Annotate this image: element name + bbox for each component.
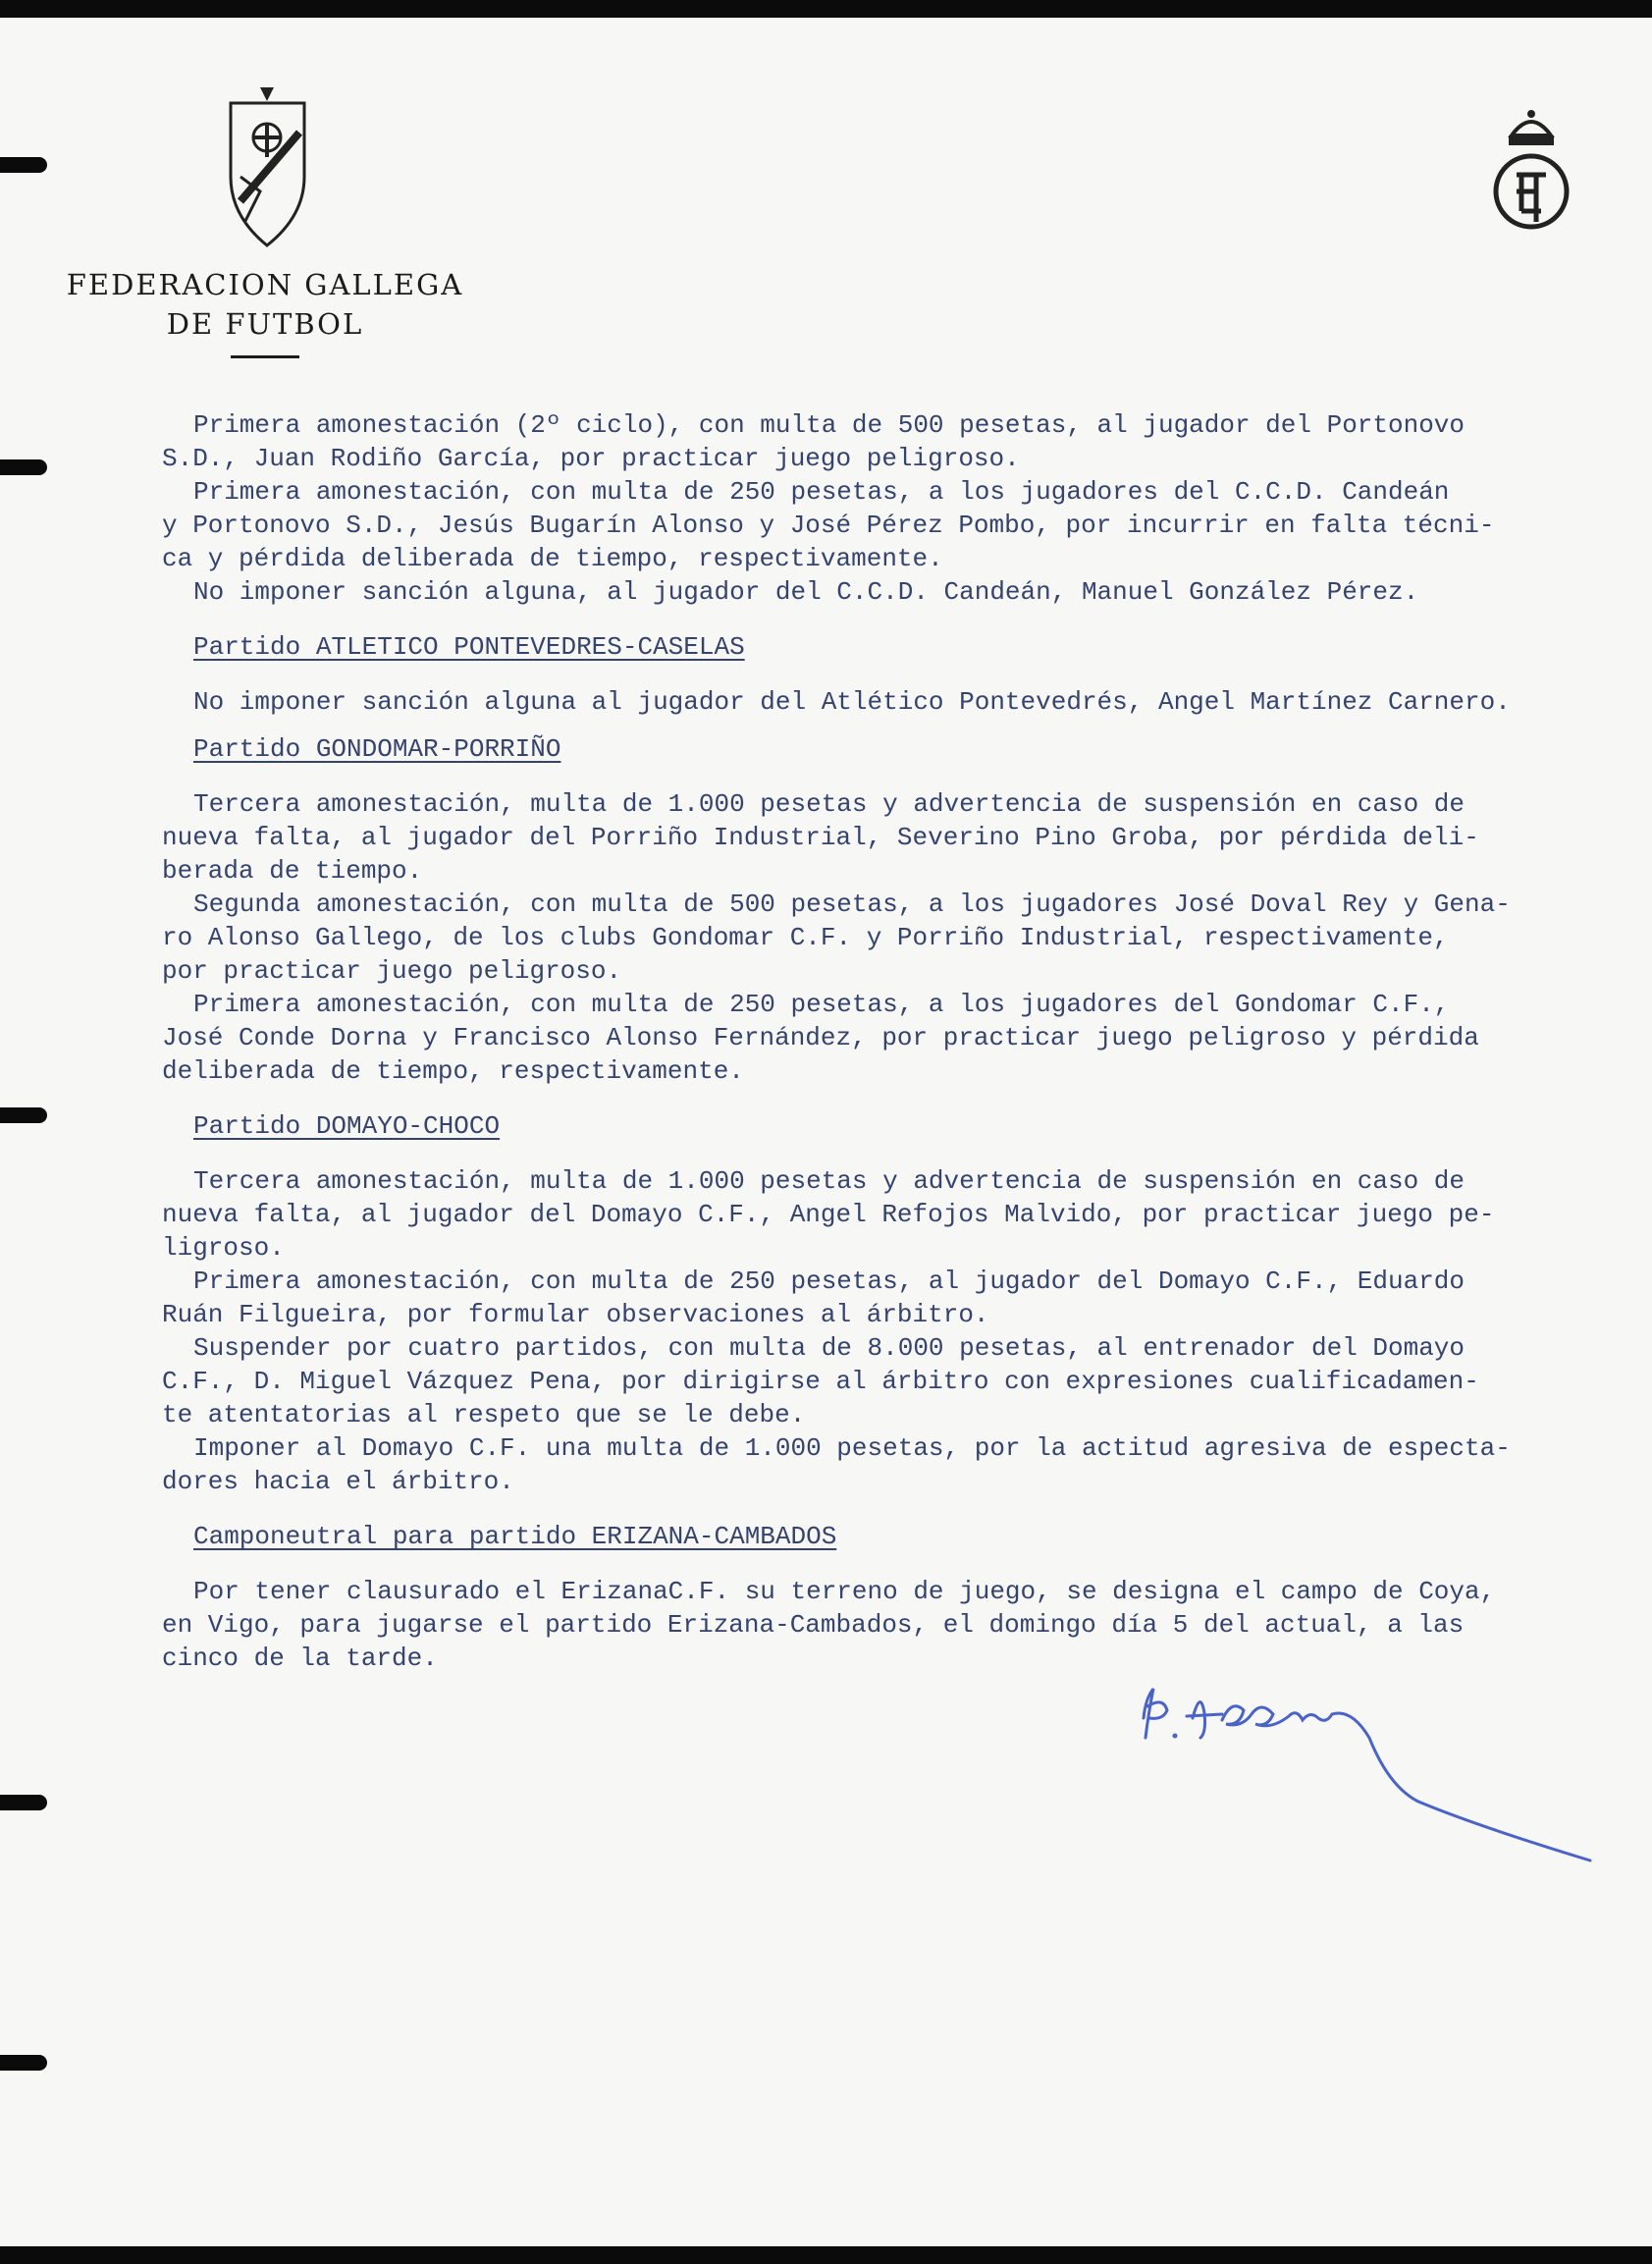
paragraph: Suspender por cuatro partidos, con multa de 8.000 pesetas, al entrenador del Domayo C.F., D. Miguel Vázquez Pena, por dirigirse al árbitro con expresiones cualificadamen- te atentatorias al respeto que se le debe. [162,1333,1479,1429]
section-heading: Camponeutral para partido ERIZANA-CAMBADOS [193,1522,837,1551]
paragraph: Primera amonestación, con multa de 250 pesetas, a los jugadores del C.C.D. Candeán y Portonovo S.D., Jesús Bugarín Alonso y José Pérez Pombo, por incurrir en falta técni- ca y pérdida deliberada de tiempo, respectivamente. [162,477,1495,573]
federation-name-line2: DE FUTBOL [166,307,364,341]
document-body [162,408,1595,1675]
paragraph: No imponer sanción alguna al jugador del Atlético Pontevedrés, Angel Martínez Carnero. [193,687,1511,717]
paragraph: Por tener clausurado el ErizanaC.F. su terreno de juego, se designa el campo de Coya, en Vigo, para jugarse el partido Erizana-Cambados, el domingo día 5 del actual, a las cinco de la tarde. [162,1577,1496,1673]
handwritten-signature-icon [1124,1659,1595,1875]
section-heading: Partido ATLETICO PONTEVEDRES-CASELAS [193,632,745,662]
letterhead-divider [231,355,299,358]
federation-name [59,265,471,358]
binder-hole [0,1107,47,1123]
paragraph: Primera amonestación, con multa de 250 pesetas, al jugador del Domayo C.F., Eduardo Ruán Filgueira, por formular observaciones al árbitro. [162,1267,1465,1329]
paragraph: Primera amonestación, con multa de 250 pesetas, a los jugadores del Gondomar C.F., José Conde Dorna y Francisco Alonso Fernández, por practicar juego peligroso y pérdida deliberada de tiempo, respectivamente. [162,990,1479,1086]
binder-hole [0,459,47,475]
section-heading: Partido DOMAYO-CHOCO [193,1111,501,1141]
rfef-crown-emblem-icon [1487,98,1575,245]
paragraph: Segunda amonestación, con multa de 500 pesetas, a los jugadores José Doval Rey y Gena- ro Alonso Gallego, de los clubs Gondomar C.F. y Porriño Industrial, respectivamente, por practicar juego peligroso. [162,889,1511,986]
federation-name-line1: FEDERACION GALLEGA [66,268,464,301]
paragraph: Tercera amonestación, multa de 1.000 pesetas y advertencia de suspensión en caso de nueva falta, al jugador del Domayo C.F., Angel Refojos Malvido, por practicar juego pe- ligroso. [162,1166,1495,1263]
paragraph: Tercera amonestación, multa de 1.000 pesetas y advertencia de suspensión en caso de nueva falta, al jugador del Porriño Industrial, Severino Pino Groba, por pérdida deli- berada de tiempo. [162,789,1479,886]
binder-hole [0,1795,47,1810]
paragraph: Primera amonestación (2º ciclo), con multa de 500 pesetas, al jugador del Portonovo S.D., Juan Rodiño García, por practicar juego peligroso. [162,410,1465,473]
section-heading: Partido GONDOMAR-PORRIÑO [193,734,561,764]
paragraph: Imponer al Domayo C.F. una multa de 1.000 pesetas, por la actitud agresiva de especta- dores hacia el árbitro. [162,1433,1511,1496]
binder-hole [0,157,47,173]
federation-shield-icon [221,83,314,250]
paragraph: No imponer sanción alguna, al jugador del C.C.D. Candeán, Manuel González Pérez. [193,577,1419,607]
binder-hole [0,2055,47,2071]
